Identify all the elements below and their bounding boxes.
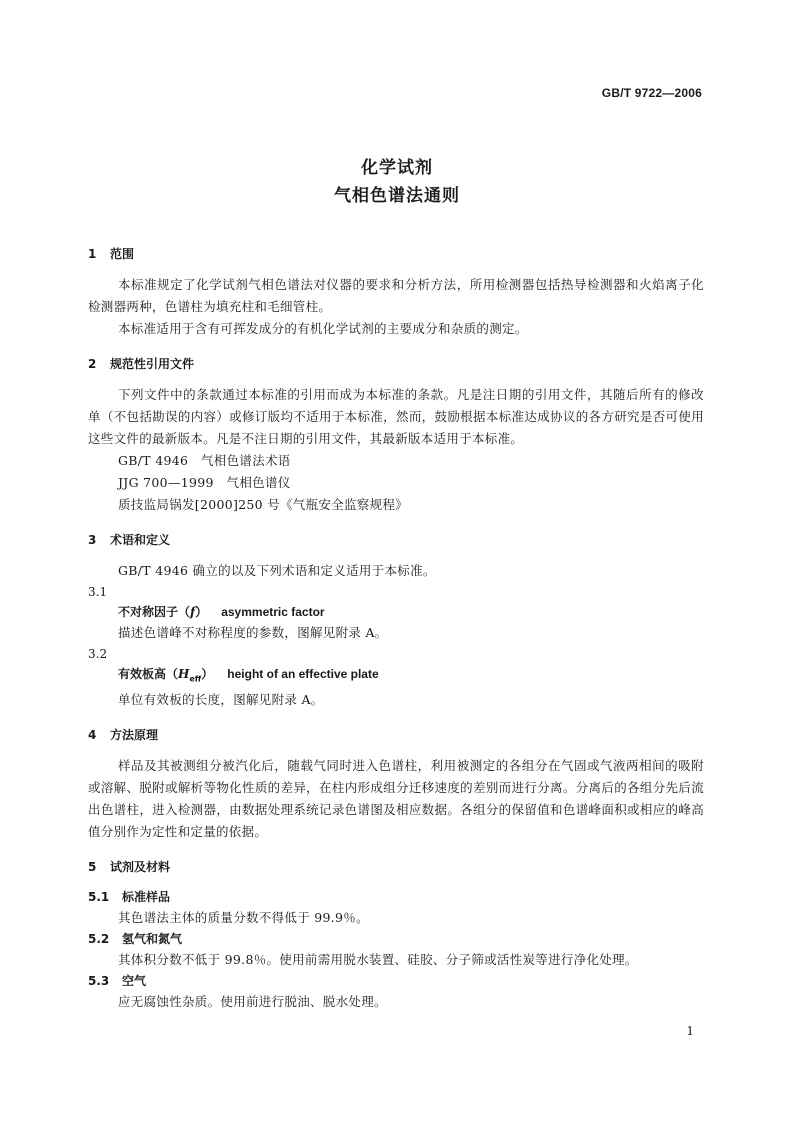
subsection-5-3-heading (88, 971, 704, 991)
term-english: asymmetric factor (221, 605, 325, 619)
section-3-heading (88, 530, 704, 550)
term-zh-suffix: ） (195, 605, 208, 619)
term-english: height of an effective plate (227, 667, 379, 681)
subsection-title: 空气 (122, 974, 147, 989)
section-title: 术语和定义 (110, 533, 171, 547)
subsection-5-3-text: 应无腐蚀性杂质。使用前进行脱油、脱水处理。 (118, 994, 387, 1010)
section-title: 规范性引用文件 (110, 357, 195, 371)
section-4-paragraph-1: 样品及其被测组分被汽化后，随载气同时进入色谱柱，利用被测定的各组分在气固或气液两相间的吸附或溶解、脱附或解析等物化性质的差异，在柱内形成组分迁移速度的差别而进行分离。分离后的各组分先后流出色谱柱，进入检测器，由数据处理系统记录色谱图及相应数据。各组分的保留值和色谱峰面积或相应的峰高值分别作为定性和定量的依据。 (88, 758, 704, 840)
term-symbol: f (190, 605, 196, 619)
section-3-paragraph-1: GB/T 4946 确立的以及下列术语和定义适用于本标准。 (118, 563, 436, 578)
term-zh-prefix: 有效板高（ (118, 667, 179, 681)
subsection-number: 5.3 (88, 974, 110, 989)
section-number: 4 (88, 728, 97, 743)
document-title-line2: 气相色谱法通则 (334, 186, 460, 206)
standard-code: GB/T 9722—2006 (601, 86, 702, 100)
subsection-5-2-heading (88, 929, 704, 949)
subsection-title: 标准样品 (122, 890, 171, 905)
page-number: 1 (686, 1024, 694, 1038)
document-title-line1: 化学试剂 (361, 158, 433, 178)
subsection-number: 5.1 (88, 890, 110, 905)
subsection-title: 氢气和氮气 (122, 932, 183, 947)
term-3-1-number: 3.1 (88, 585, 108, 599)
subsection-number: 5.2 (88, 932, 110, 947)
section-1-paragraph-2: 本标准适用于含有可挥发成分的有机化学试剂的主要成分和杂质的测定。 (118, 321, 528, 336)
reference-item: JJG 700—1999 气相色谱仪 (118, 475, 291, 490)
term-3-2-description: 单位有效板的长度，图解见附录 A。 (118, 692, 324, 708)
section-title: 试剂及材料 (110, 860, 171, 875)
section-title: 范围 (110, 247, 135, 261)
section-number: 5 (88, 860, 97, 875)
section-2-paragraph-1: 下列文件中的条款通过本标准的引用而成为本标准的条款。凡是注日期的引用文件，其随后所有的修改单（不包括勘误的内容）或修订版均不适用于本标准，然而，鼓励根据本标准达成协议的各方研究是否可使用这些文件的最新版本。凡是不注日期的引用文件，其最新版本适用于本标准。 (88, 387, 704, 446)
document-body (88, 244, 704, 1013)
section-4-heading (88, 725, 704, 745)
subsection-5-2-text: 其体积分数不低于 99.8％。使用前需用脱水装置、硅胶、分子筛或活性炭等进行净化处理。 (118, 952, 638, 968)
reference-item: GB/T 4946 气相色谱法术语 (118, 453, 291, 468)
term-zh-prefix: 不对称因子（ (118, 605, 191, 619)
section-5-heading (88, 857, 704, 877)
section-1-paragraph-1: 本标准规定了化学试剂气相色谱法对仪器的要求和分析方法，所用检测器包括热导检测器和火焰离子化检测器两种，色谱柱为填充柱和毛细管柱。 (88, 277, 704, 314)
term-3-2-title (88, 664, 704, 689)
term-3-2-number: 3.2 (88, 647, 108, 661)
section-number: 1 (88, 247, 97, 261)
term-symbol: H (178, 667, 190, 681)
reference-item: 质技监局锅发[2000]250 号《气瓶安全监察规程》 (118, 497, 408, 512)
term-symbol-subscript: eff (189, 674, 202, 684)
subsection-5-1-heading (88, 887, 704, 907)
section-title: 方法原理 (110, 728, 159, 743)
section-number: 3 (88, 533, 97, 547)
term-3-1-title (88, 602, 704, 622)
term-3-1-description: 描述色谱峰不对称程度的参数，图解见附录 A。 (118, 625, 388, 640)
subsection-5-1-text: 其色谱法主体的质量分数不得低于 99.9％。 (118, 910, 369, 926)
section-2-heading (88, 354, 704, 374)
term-zh-suffix: ） (201, 667, 214, 681)
section-number: 2 (88, 357, 97, 371)
section-1-heading (88, 244, 704, 264)
